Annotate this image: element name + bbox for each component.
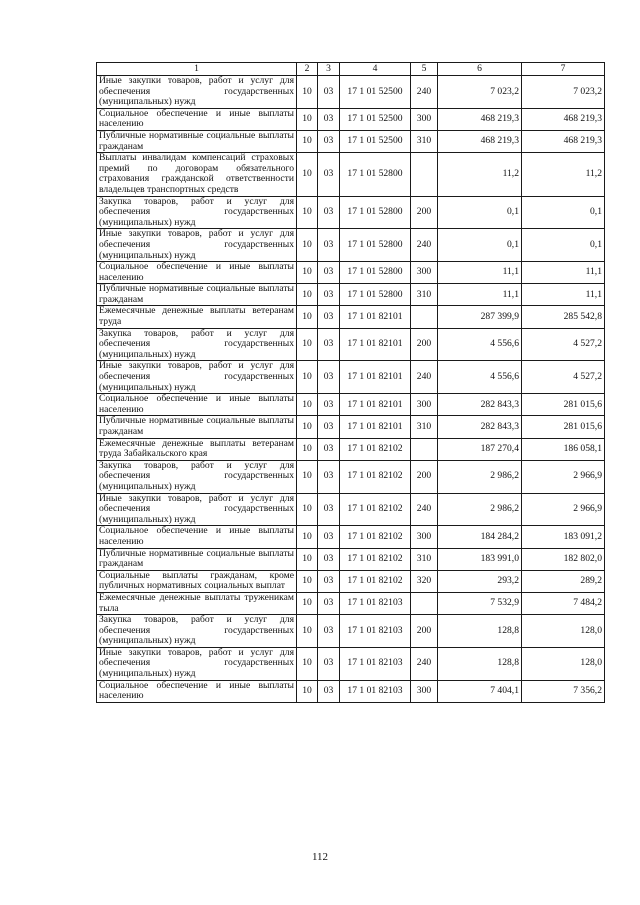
row-amount-2-cell: 11,1: [522, 284, 605, 306]
column-header-1: 1: [97, 63, 297, 76]
table-row: [97, 394, 605, 416]
column-number-row: [97, 63, 605, 76]
row-subsection-cell: 03: [318, 76, 340, 109]
row-amount-1-cell: 7 404,1: [438, 680, 522, 702]
table-row: [97, 680, 605, 702]
table-row: [97, 229, 605, 262]
column-header-2: 2: [297, 63, 318, 76]
row-subsection-cell: 03: [318, 493, 340, 526]
row-section-cell: 10: [297, 548, 318, 570]
row-target-article-cell: 17 1 01 82101: [340, 394, 411, 416]
row-name-cell: Социальное обеспечение и иные выплаты населению: [97, 262, 297, 284]
table-row: [97, 438, 605, 460]
row-subsection-cell: 03: [318, 306, 340, 328]
row-subsection-cell: 03: [318, 548, 340, 570]
row-section-cell: 10: [297, 460, 318, 493]
row-expense-type-cell: [411, 306, 438, 328]
table-row: [97, 262, 605, 284]
table-row: [97, 493, 605, 526]
row-amount-2-cell: 7 023,2: [522, 76, 605, 109]
row-amount-2-cell: 11,1: [522, 262, 605, 284]
page-number: 112: [311, 851, 329, 863]
row-target-article-cell: 17 1 01 82103: [340, 647, 411, 680]
row-amount-2-cell: 186 058,1: [522, 438, 605, 460]
row-expense-type-cell: 240: [411, 647, 438, 680]
row-section-cell: 10: [297, 416, 318, 438]
row-section-cell: 10: [297, 361, 318, 394]
table-row: [97, 328, 605, 361]
row-target-article-cell: 17 1 01 82103: [340, 615, 411, 648]
row-amount-2-cell: 281 015,6: [522, 416, 605, 438]
row-target-article-cell: 17 1 01 82101: [340, 361, 411, 394]
row-amount-2-cell: 468 219,3: [522, 108, 605, 130]
row-expense-type-cell: 300: [411, 262, 438, 284]
table-row: [97, 570, 605, 592]
row-expense-type-cell: 200: [411, 615, 438, 648]
row-target-article-cell: 17 1 01 82103: [340, 592, 411, 614]
row-subsection-cell: 03: [318, 570, 340, 592]
row-expense-type-cell: 310: [411, 416, 438, 438]
row-amount-2-cell: 183 091,2: [522, 526, 605, 548]
row-subsection-cell: 03: [318, 680, 340, 702]
row-target-article-cell: 17 1 01 52500: [340, 108, 411, 130]
row-section-cell: 10: [297, 394, 318, 416]
row-amount-2-cell: 2 966,9: [522, 460, 605, 493]
row-section-cell: 10: [297, 262, 318, 284]
row-expense-type-cell: 240: [411, 361, 438, 394]
row-section-cell: 10: [297, 284, 318, 306]
row-amount-1-cell: 4 556,6: [438, 328, 522, 361]
row-target-article-cell: 17 1 01 52800: [340, 262, 411, 284]
row-subsection-cell: 03: [318, 526, 340, 548]
row-subsection-cell: 03: [318, 328, 340, 361]
column-header-5: 5: [411, 63, 438, 76]
table-row: [97, 196, 605, 229]
row-amount-2-cell: 128,0: [522, 647, 605, 680]
row-name-cell: Ежемесячные денежные выплаты ветеранам труда Забайкальского края: [97, 438, 297, 460]
row-expense-type-cell: [411, 153, 438, 196]
row-name-cell: Публичные нормативные социальные выплаты гражданам: [97, 284, 297, 306]
row-section-cell: 10: [297, 130, 318, 152]
row-amount-1-cell: 287 399,9: [438, 306, 522, 328]
row-amount-2-cell: 0,1: [522, 196, 605, 229]
row-subsection-cell: 03: [318, 592, 340, 614]
row-amount-2-cell: 2 966,9: [522, 493, 605, 526]
row-amount-2-cell: 468 219,3: [522, 130, 605, 152]
row-target-article-cell: 17 1 01 82102: [340, 438, 411, 460]
row-target-article-cell: 17 1 01 82101: [340, 328, 411, 361]
row-target-article-cell: 17 1 01 82102: [340, 548, 411, 570]
row-expense-type-cell: 200: [411, 328, 438, 361]
row-target-article-cell: 17 1 01 52800: [340, 153, 411, 196]
row-amount-2-cell: 182 802,0: [522, 548, 605, 570]
row-section-cell: 10: [297, 493, 318, 526]
table-row: [97, 592, 605, 614]
row-expense-type-cell: 310: [411, 548, 438, 570]
row-amount-1-cell: 282 843,3: [438, 394, 522, 416]
row-amount-1-cell: 0,1: [438, 229, 522, 262]
row-name-cell: Иные закупки товаров, работ и услуг для обеспечения государственных (муниципальных) нужд: [97, 76, 297, 109]
row-expense-type-cell: 300: [411, 394, 438, 416]
row-name-cell: Публичные нормативные социальные выплаты гражданам: [97, 548, 297, 570]
row-subsection-cell: 03: [318, 416, 340, 438]
row-expense-type-cell: 240: [411, 229, 438, 262]
row-name-cell: Иные закупки товаров, работ и услуг для обеспечения государственных (муниципальных) нужд: [97, 493, 297, 526]
row-name-cell: Закупка товаров, работ и услуг для обеспечения государственных (муниципальных) нужд: [97, 328, 297, 361]
row-subsection-cell: 03: [318, 196, 340, 229]
table-row: [97, 108, 605, 130]
table-row: [97, 526, 605, 548]
row-amount-2-cell: 7 356,2: [522, 680, 605, 702]
row-amount-2-cell: 7 484,2: [522, 592, 605, 614]
row-subsection-cell: 03: [318, 153, 340, 196]
row-amount-1-cell: 128,8: [438, 647, 522, 680]
row-amount-1-cell: 282 843,3: [438, 416, 522, 438]
row-amount-1-cell: 7 023,2: [438, 76, 522, 109]
row-expense-type-cell: [411, 592, 438, 614]
row-name-cell: Закупка товаров, работ и услуг для обеспечения государственных (муниципальных) нужд: [97, 615, 297, 648]
row-expense-type-cell: 310: [411, 130, 438, 152]
row-section-cell: 10: [297, 647, 318, 680]
row-target-article-cell: 17 1 01 82102: [340, 526, 411, 548]
row-target-article-cell: 17 1 01 82101: [340, 416, 411, 438]
row-amount-1-cell: 2 986,2: [438, 493, 522, 526]
row-amount-1-cell: 128,8: [438, 615, 522, 648]
row-amount-2-cell: 128,0: [522, 615, 605, 648]
row-subsection-cell: 03: [318, 615, 340, 648]
row-name-cell: Социальное обеспечение и иные выплаты населению: [97, 526, 297, 548]
row-name-cell: Социальное обеспечение и иные выплаты населению: [97, 680, 297, 702]
row-name-cell: Социальное обеспечение и иные выплаты населению: [97, 108, 297, 130]
table-row: [97, 284, 605, 306]
row-amount-2-cell: 281 015,6: [522, 394, 605, 416]
row-name-cell: Ежемесячные денежные выплаты ветеранам труда: [97, 306, 297, 328]
row-target-article-cell: 17 1 01 82101: [340, 306, 411, 328]
row-amount-2-cell: 11,2: [522, 153, 605, 196]
table-body: [97, 76, 605, 703]
row-name-cell: Ежемесячные денежные выплаты труженикам тыла: [97, 592, 297, 614]
row-expense-type-cell: 300: [411, 680, 438, 702]
row-target-article-cell: 17 1 01 52800: [340, 229, 411, 262]
row-name-cell: Социальное обеспечение и иные выплаты населению: [97, 394, 297, 416]
row-expense-type-cell: 200: [411, 196, 438, 229]
row-name-cell: Выплаты инвалидам компенсаций страховых премий по договорам обязательного страхования гражданской ответственности владельцев транспортных средств: [97, 153, 297, 196]
row-expense-type-cell: [411, 438, 438, 460]
row-amount-1-cell: 2 986,2: [438, 460, 522, 493]
row-section-cell: 10: [297, 680, 318, 702]
row-target-article-cell: 17 1 01 52500: [340, 130, 411, 152]
row-expense-type-cell: 300: [411, 108, 438, 130]
row-amount-1-cell: 183 991,0: [438, 548, 522, 570]
row-section-cell: 10: [297, 153, 318, 196]
row-amount-1-cell: 11,1: [438, 262, 522, 284]
row-expense-type-cell: 240: [411, 493, 438, 526]
row-name-cell: Публичные нормативные социальные выплаты гражданам: [97, 130, 297, 152]
row-amount-2-cell: 289,2: [522, 570, 605, 592]
row-target-article-cell: 17 1 01 52800: [340, 284, 411, 306]
row-section-cell: 10: [297, 570, 318, 592]
table-row: [97, 460, 605, 493]
row-target-article-cell: 17 1 01 52500: [340, 76, 411, 109]
row-target-article-cell: 17 1 01 82102: [340, 460, 411, 493]
row-name-cell: Закупка товаров, работ и услуг для обеспечения государственных (муниципальных) нужд: [97, 196, 297, 229]
row-expense-type-cell: 310: [411, 284, 438, 306]
row-expense-type-cell: 200: [411, 460, 438, 493]
column-header-6: 6: [438, 63, 522, 76]
row-amount-2-cell: 4 527,2: [522, 361, 605, 394]
row-amount-1-cell: 11,1: [438, 284, 522, 306]
row-amount-1-cell: 11,2: [438, 153, 522, 196]
row-section-cell: 10: [297, 306, 318, 328]
column-header-4: 4: [340, 63, 411, 76]
row-amount-1-cell: 4 556,6: [438, 361, 522, 394]
row-subsection-cell: 03: [318, 438, 340, 460]
table-row: [97, 130, 605, 152]
row-section-cell: 10: [297, 196, 318, 229]
row-subsection-cell: 03: [318, 130, 340, 152]
row-name-cell: Социальные выплаты гражданам, кроме публичных нормативных социальных выплат: [97, 570, 297, 592]
table-row: [97, 416, 605, 438]
row-subsection-cell: 03: [318, 229, 340, 262]
table-row: [97, 361, 605, 394]
row-target-article-cell: 17 1 01 52800: [340, 196, 411, 229]
column-header-7: 7: [522, 63, 605, 76]
row-expense-type-cell: 300: [411, 526, 438, 548]
row-target-article-cell: 17 1 01 82102: [340, 493, 411, 526]
row-expense-type-cell: 240: [411, 76, 438, 109]
row-section-cell: 10: [297, 592, 318, 614]
row-section-cell: 10: [297, 76, 318, 109]
row-name-cell: Иные закупки товаров, работ и услуг для обеспечения государственных (муниципальных) нужд: [97, 229, 297, 262]
table-row: [97, 76, 605, 109]
row-amount-2-cell: 0,1: [522, 229, 605, 262]
row-name-cell: Публичные нормативные социальные выплаты гражданам: [97, 416, 297, 438]
row-amount-1-cell: 0,1: [438, 196, 522, 229]
row-amount-2-cell: 4 527,2: [522, 328, 605, 361]
row-name-cell: Закупка товаров, работ и услуг для обеспечения государственных (муниципальных) нужд: [97, 460, 297, 493]
row-amount-1-cell: 293,2: [438, 570, 522, 592]
row-amount-1-cell: 468 219,3: [438, 108, 522, 130]
row-section-cell: 10: [297, 526, 318, 548]
row-amount-1-cell: 468 219,3: [438, 130, 522, 152]
row-amount-1-cell: 184 284,2: [438, 526, 522, 548]
row-target-article-cell: 17 1 01 82103: [340, 680, 411, 702]
row-name-cell: Иные закупки товаров, работ и услуг для обеспечения государственных (муниципальных) нужд: [97, 647, 297, 680]
table-row: [97, 548, 605, 570]
row-expense-type-cell: 320: [411, 570, 438, 592]
row-section-cell: 10: [297, 229, 318, 262]
column-header-3: 3: [318, 63, 340, 76]
row-subsection-cell: 03: [318, 394, 340, 416]
row-subsection-cell: 03: [318, 647, 340, 680]
table-row: [97, 306, 605, 328]
row-section-cell: 10: [297, 108, 318, 130]
table-row: [97, 615, 605, 648]
table-row: [97, 647, 605, 680]
row-subsection-cell: 03: [318, 361, 340, 394]
row-section-cell: 10: [297, 438, 318, 460]
row-section-cell: 10: [297, 615, 318, 648]
row-subsection-cell: 03: [318, 284, 340, 306]
row-amount-1-cell: 7 532,9: [438, 592, 522, 614]
row-section-cell: 10: [297, 328, 318, 361]
budget-table: [96, 62, 605, 703]
row-subsection-cell: 03: [318, 262, 340, 284]
row-subsection-cell: 03: [318, 460, 340, 493]
row-subsection-cell: 03: [318, 108, 340, 130]
table-row: [97, 153, 605, 196]
row-amount-1-cell: 187 270,4: [438, 438, 522, 460]
row-amount-2-cell: 285 542,8: [522, 306, 605, 328]
row-target-article-cell: 17 1 01 82102: [340, 570, 411, 592]
row-name-cell: Иные закупки товаров, работ и услуг для обеспечения государственных (муниципальных) нужд: [97, 361, 297, 394]
